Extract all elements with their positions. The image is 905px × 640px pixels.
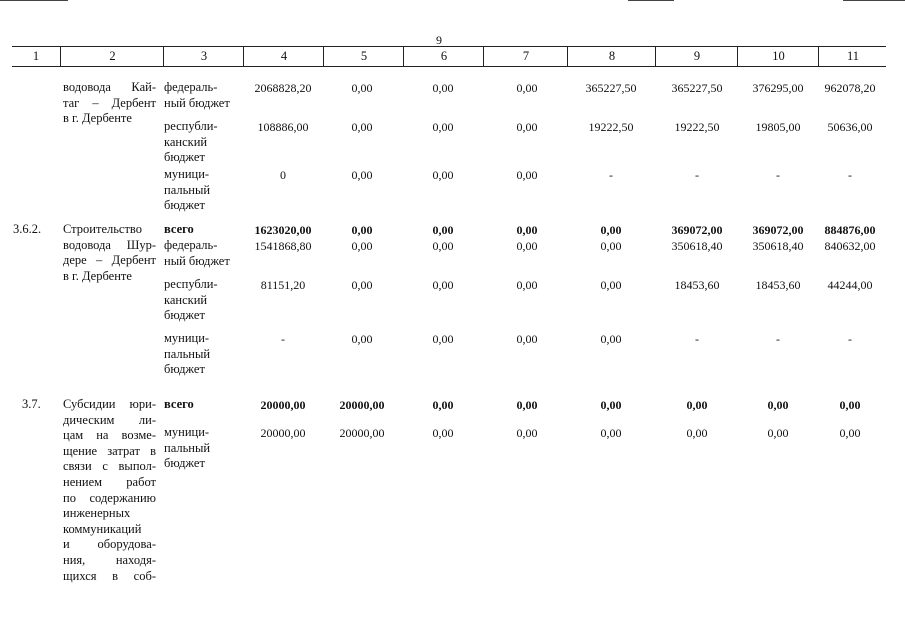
value-cell-col-11: 0,00 [839, 426, 861, 440]
value-cell-col-6: 0,00 [432, 120, 454, 134]
header-cell-3: 3 [163, 47, 244, 66]
value-cell-col-4: 1541868,80 [254, 239, 312, 253]
item-name-line: и оборудова- [63, 537, 156, 552]
value-cell-col-7: 0,00 [516, 81, 538, 95]
funding-source-line: бюджет [164, 456, 205, 471]
funding-source-line: пальный [164, 346, 211, 361]
scan-edge-line [628, 0, 674, 1]
header-cell-1: 1 [32, 49, 40, 63]
value-cell-col-8: 0,00 [600, 332, 622, 346]
value-cell-col-7: 0,00 [516, 398, 538, 412]
funding-source-line: бюджет [164, 308, 205, 323]
funding-source-line: канский [164, 292, 208, 307]
item-name-line: в г. Дербенте [63, 268, 132, 283]
value-cell-col-5: 0,00 [351, 120, 373, 134]
value-cell-col-5: 0,00 [351, 239, 373, 253]
item-name-line: в г. Дербенте [63, 111, 132, 126]
value-cell-col-10: 376295,00 [752, 81, 804, 95]
value-cell-col-5: 0,00 [351, 278, 373, 292]
value-cell-col-9: - [695, 332, 699, 346]
value-cell-col-5: 20000,00 [339, 398, 385, 412]
value-cell-col-10: - [776, 332, 780, 346]
value-cell-col-7: 0,00 [516, 239, 538, 253]
value-cell-col-6: 0,00 [432, 239, 454, 253]
header-cell-6: 6 [403, 47, 484, 66]
value-cell-col-9: 0,00 [686, 426, 708, 440]
value-cell-col-8: 0,00 [600, 398, 622, 412]
item-name-line: Субсидии юри- [63, 397, 156, 411]
value-cell-col-6: 0,00 [432, 81, 454, 95]
header-cell-4: 4 [243, 47, 324, 66]
value-cell-col-5: 0,00 [351, 81, 373, 95]
value-cell-col-11: 44244,00 [827, 278, 873, 292]
funding-source-line: республи- [164, 119, 218, 133]
header-cell-9: 9 [655, 47, 738, 66]
value-cell-col-5: 20000,00 [339, 426, 385, 440]
funding-source-line: бюджет [164, 150, 205, 165]
value-cell-col-8: 365227,50 [585, 81, 637, 95]
value-cell-col-11: 840632,00 [824, 239, 876, 253]
value-cell-col-9: 19222,50 [674, 120, 720, 134]
row-number: 3.6.2. [13, 222, 42, 236]
funding-source-line: республи- [164, 277, 218, 291]
value-cell-col-8: 19222,50 [588, 120, 634, 134]
table-header-row [12, 46, 886, 67]
item-name-line: нением работ [63, 475, 156, 489]
item-name-line: водовода Кай- [63, 80, 156, 94]
value-cell-col-5: 0,00 [351, 332, 373, 346]
value-cell-col-6: 0,00 [432, 426, 454, 440]
value-cell-col-6: 0,00 [432, 278, 454, 292]
value-cell-col-11: 0,00 [839, 398, 861, 412]
item-name-line: таг – Дербент [63, 95, 156, 110]
value-cell-col-8: 0,00 [600, 426, 622, 440]
value-cell-col-10: - [776, 168, 780, 182]
funding-source-line: ный бюджет [164, 95, 230, 110]
funding-source-line: муници- [164, 425, 210, 439]
value-cell-col-6: 0,00 [432, 398, 454, 412]
value-cell-col-10: 350618,40 [752, 239, 804, 253]
value-cell-col-9: 369072,00 [671, 223, 723, 237]
header-cell-11: 11 [818, 47, 887, 66]
value-cell-col-8: 0,00 [600, 239, 622, 253]
value-cell-col-8: - [609, 168, 613, 182]
value-cell-col-10: 369072,00 [752, 223, 804, 237]
value-cell-col-7: 0,00 [516, 223, 538, 237]
value-cell-col-5: 0,00 [351, 223, 373, 237]
header-cell-10: 10 [737, 47, 819, 66]
value-cell-col-4: 2068828,20 [254, 81, 312, 95]
funding-source-line: пальный [164, 182, 211, 197]
value-cell-col-9: 365227,50 [671, 81, 723, 95]
value-cell-col-10: 0,00 [767, 426, 789, 440]
value-cell-col-4: 1623020,00 [254, 223, 312, 237]
funding-source-line: ный бюджет [164, 253, 230, 268]
item-name-line: связи с выпол- [63, 459, 156, 474]
value-cell-col-4: 0 [280, 168, 286, 182]
funding-source-line: муници- [164, 167, 210, 181]
item-name-line: цам на возме- [63, 428, 156, 443]
item-name-line: дическим ли- [63, 412, 156, 427]
value-cell-col-7: 0,00 [516, 120, 538, 134]
item-name-line: инженерных [63, 506, 131, 521]
funding-source-line: бюджет [164, 198, 205, 213]
value-cell-col-6: 0,00 [432, 168, 454, 182]
funding-source-line: канский [164, 134, 208, 149]
row-number: 3.7. [22, 397, 41, 411]
value-cell-col-9: 0,00 [686, 398, 708, 412]
scan-edge-line [0, 0, 68, 1]
header-cell-2: 2 [60, 47, 164, 66]
header-cell-5: 5 [323, 47, 404, 66]
value-cell-col-9: - [695, 168, 699, 182]
item-name-line: ния, находя- [63, 553, 156, 567]
value-cell-col-7: 0,00 [516, 332, 538, 346]
value-cell-col-11: 962078,20 [824, 81, 876, 95]
value-cell-col-11: 884876,00 [824, 223, 876, 237]
value-cell-col-6: 0,00 [432, 223, 454, 237]
header-cell-7: 7 [483, 47, 568, 66]
value-cell-col-7: 0,00 [516, 278, 538, 292]
item-name-line: коммуникаций [63, 521, 142, 536]
value-cell-col-11: - [848, 332, 852, 346]
value-cell-col-10: 19805,00 [755, 120, 801, 134]
value-cell-col-4: 108886,00 [257, 120, 309, 134]
value-cell-col-6: 0,00 [432, 332, 454, 346]
page-number: 9 [436, 33, 442, 47]
value-cell-col-7: 0,00 [516, 168, 538, 182]
value-cell-col-8: 0,00 [600, 223, 622, 237]
item-name-line: водовода Шур- [63, 237, 156, 252]
value-cell-col-4: 20000,00 [260, 398, 306, 412]
value-cell-col-9: 350618,40 [671, 239, 723, 253]
value-cell-col-4: 20000,00 [260, 426, 306, 440]
funding-source-line: бюджет [164, 362, 205, 377]
funding-source-line: муници- [164, 331, 210, 345]
value-cell-col-8: 0,00 [600, 278, 622, 292]
value-cell-col-4: 81151,20 [260, 278, 306, 292]
value-cell-col-11: - [848, 168, 852, 182]
scan-edge-line [843, 0, 905, 1]
value-cell-col-11: 50636,00 [827, 120, 873, 134]
funding-source-line: пальный [164, 440, 211, 455]
funding-source-line: всего [164, 397, 194, 411]
value-cell-col-4: - [281, 332, 285, 346]
item-name-line: по содержанию [63, 490, 156, 505]
funding-source-line: федераль- [164, 238, 218, 252]
item-name-line: щение затрат в [63, 443, 156, 458]
funding-source-line: всего [164, 222, 194, 236]
funding-source-line: федераль- [164, 80, 218, 94]
value-cell-col-10: 0,00 [767, 398, 789, 412]
value-cell-col-7: 0,00 [516, 426, 538, 440]
item-name-line: дере – Дербент [63, 253, 156, 268]
value-cell-col-9: 18453,60 [674, 278, 720, 292]
header-cell-8: 8 [567, 47, 656, 66]
value-cell-col-10: 18453,60 [755, 278, 801, 292]
item-name-line: Строительство [63, 222, 143, 236]
item-name-line: щихся в соб- [63, 568, 156, 583]
value-cell-col-5: 0,00 [351, 168, 373, 182]
